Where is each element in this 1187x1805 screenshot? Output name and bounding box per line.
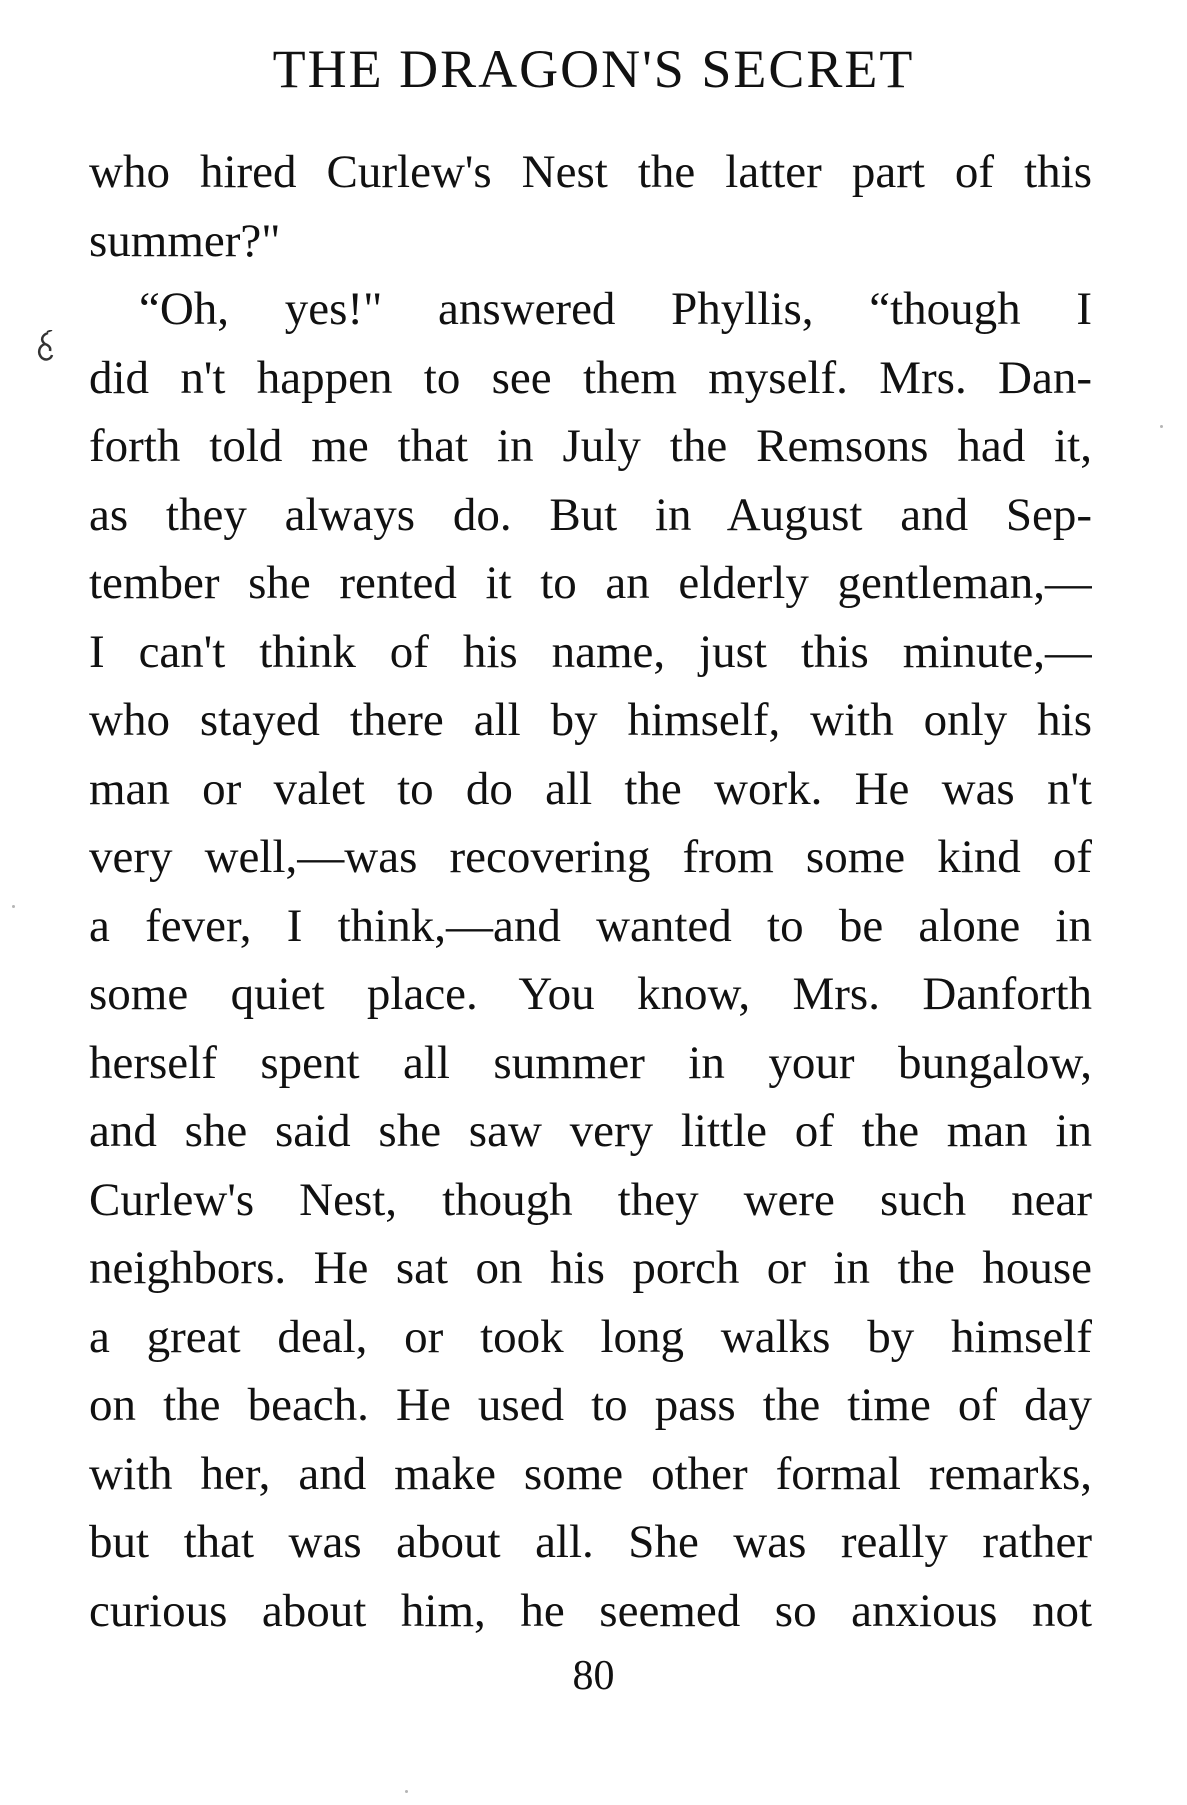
text-line: who stayed there all by himself, with only his — [89, 694, 1092, 746]
body-text — [89, 138, 1092, 1645]
text-line: did n't happen to see them myself. Mrs. Dan- — [89, 351, 1092, 404]
text-line: some quiet place. You know, Mrs. Danforth — [89, 968, 1092, 1020]
text-line: and she said she saw very little of the man in — [89, 1105, 1092, 1157]
text-line: “Oh, yes!" answered Phyllis, “though I — [139, 283, 1092, 335]
text-line: herself spent all summer in your bungalow, — [89, 1036, 1092, 1089]
text-line: I can't think of his name, just this minute,— — [89, 625, 1092, 678]
text-line: forth told me that in July the Remsons had it, — [89, 420, 1092, 472]
page-number: 80 — [572, 1653, 615, 1699]
text-line: on the beach. He used to pass the time of day — [89, 1379, 1092, 1431]
paper-speck — [1160, 425, 1163, 428]
text-line: but that was about all. She was really rather — [89, 1516, 1092, 1568]
text-line: who hired Curlew's Nest the latter part of this — [89, 146, 1092, 198]
text-line: Curlew's Nest, though they were such near — [89, 1173, 1092, 1226]
margin-ink-mark — [34, 330, 56, 364]
text-line: a great deal, or took long walks by himself — [89, 1310, 1092, 1363]
text-line: neighbors. He sat on his porch or in the house — [89, 1242, 1092, 1294]
text-line: tember she rented it to an elderly gentleman,— — [89, 557, 1092, 609]
paper-speck — [405, 1790, 408, 1793]
paper-speck — [12, 905, 15, 908]
text-line: a fever, I think,—and wanted to be alone in — [89, 899, 1092, 952]
text-line: curious about him, he seemed so anxious not — [89, 1584, 1092, 1637]
running-head: THE DRAGON'S SECRET — [272, 39, 915, 99]
text-line: as they always do. But in August and Sep- — [89, 488, 1092, 541]
text-line: with her, and make some other formal remarks, — [89, 1447, 1092, 1500]
text-line: man or valet to do all the work. He was n't — [89, 762, 1092, 815]
text-line: summer?" — [89, 214, 281, 267]
text-line: very well,—was recovering from some kind of — [89, 831, 1092, 883]
ink-mark-icon — [34, 330, 56, 364]
